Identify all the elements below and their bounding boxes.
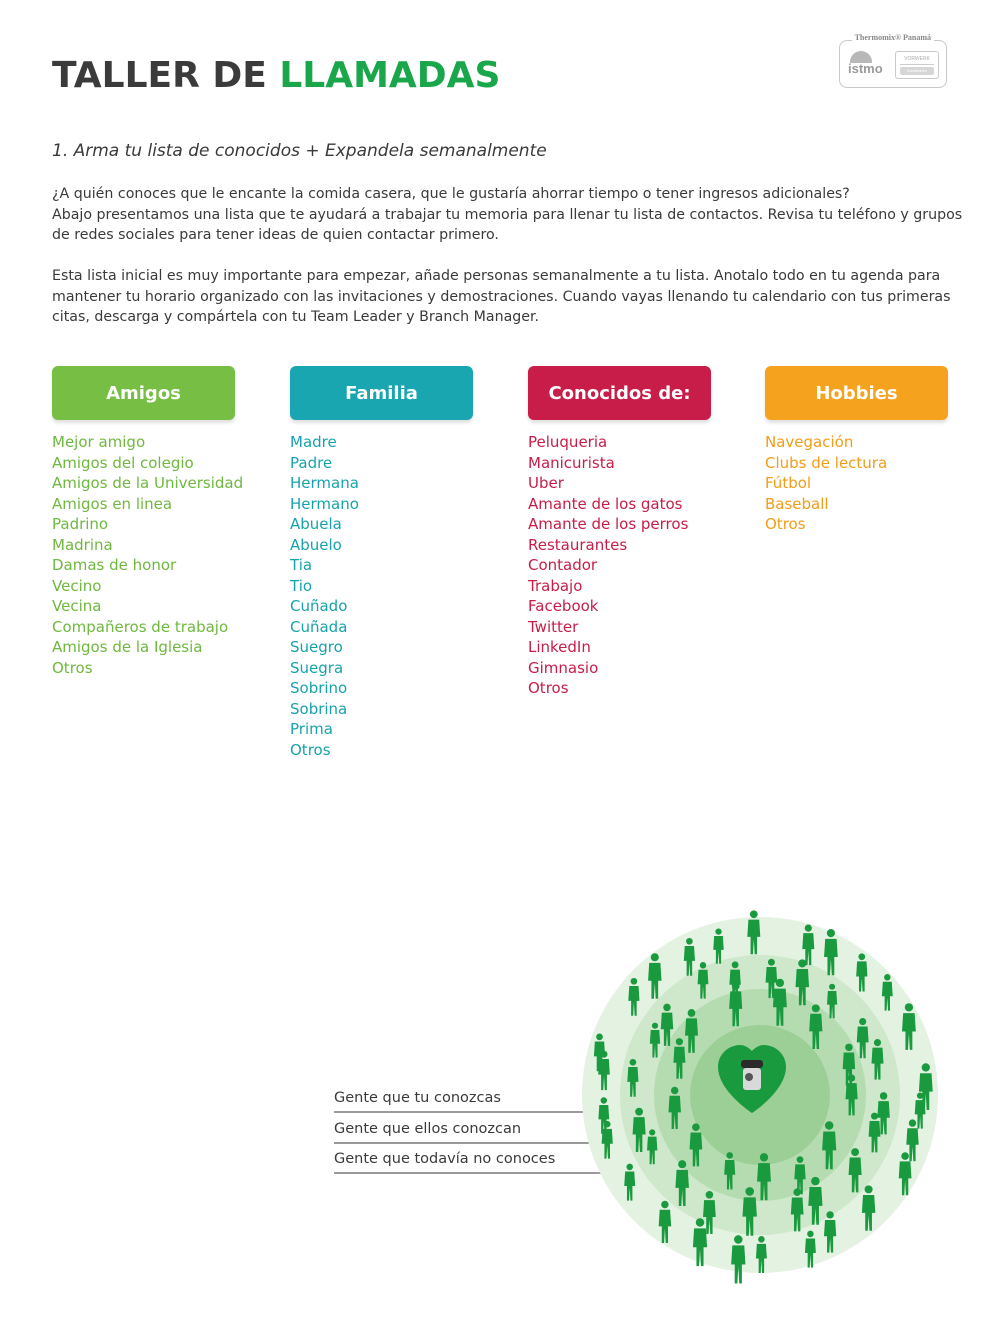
legend-label-their-known: Gente que ellos conozcan [334,1121,522,1137]
list-item: Otros [528,679,569,697]
amigos-list [52,432,244,678]
list-item: Compañeros de trabajo [52,617,229,636]
logo-badge-bottom: Distribuidor [900,67,934,75]
list-item: Otros [52,658,93,677]
list-item: Manicurista [528,453,615,472]
legend-line [334,1172,617,1174]
list-item: Suegro [290,638,343,656]
column-header-familia: Familia [290,366,473,420]
list-item: Cuñado [290,597,348,615]
list-item: Amigos del colegio [52,453,194,472]
list-item: Restaurantes [528,535,628,554]
network-circle-graphic [580,905,960,1285]
list-item: Contador [528,556,598,574]
column-familia [290,366,473,760]
list-item: Madre [290,433,337,451]
column-header-amigos: Amigos [52,366,235,420]
brand-logo [839,33,947,88]
logo-badge-top: VORWERK [900,55,934,65]
familia-list [290,432,473,760]
list-item: Twitter [528,617,579,636]
column-conocidos [528,366,711,699]
paragraph-line: Esta lista inicial es muy importante para empezar, añade personas semanalmente a tu lista. Anotalo todo en tu agenda para [52,268,941,284]
list-item: Vecina [52,597,102,615]
list-item: Sobrina [290,699,348,718]
paragraph-line: mantener tu horario organizado con las invitaciones y demostraciones. Cuando vayas llenando tu calendario con tus primeras [52,288,951,305]
list-item: Facebook [528,597,599,615]
list-item: Mejor amigo [52,433,146,451]
section-subtitle: 1. Arma tu lista de conocidos + Expandela semanalmente [52,141,547,161]
paragraph-line: ¿A quién conoces que le encante la comida casera, que le gustaría ahorrar tiempo o tener ingresos adicionales? [52,186,850,202]
list-item: Sobrino [290,679,348,697]
list-item: Clubs de lectura [765,453,888,472]
list-item: Amante de los perros [528,515,689,533]
list-item: Madrina [52,535,113,554]
list-item: Otros [765,515,806,533]
list-item: Padrino [52,515,109,533]
list-item: Abuelo [290,535,342,554]
paragraph-line: citas, descarga y compártela con tu Team Leader y Branch Manager. [52,309,540,325]
logo-brand-text: istmo [848,61,883,76]
list-item: Amigos en linea [52,494,173,513]
list-item: Gimnasio [528,658,599,677]
list-item: Tio [290,576,313,595]
title-accent: LLAMADAS [279,55,501,96]
list-item: Tia [290,556,313,574]
list-item: Hermano [290,494,359,513]
list-item: Vecino [52,576,102,595]
intro-paragraph-1 [52,184,963,246]
list-item: Suegra [290,658,344,677]
list-item: Prima [290,720,333,738]
list-item: Otros [290,740,331,759]
column-header-conocidos: Conocidos de: [528,366,711,420]
page-title [52,54,500,98]
hobbies-list [765,432,948,535]
column-hobbies [765,366,948,535]
list-item: Fútbol [765,474,812,492]
intro-paragraph-2 [52,266,951,328]
column-header-hobbies: Hobbies [765,366,948,420]
logo-badge [895,51,939,79]
column-amigos [52,366,244,678]
list-item: Hermana [290,474,359,492]
paragraph-line: de redes sociales para tener ideas de quien contactar primero. [52,227,499,243]
list-item: Amigos de la Iglesia [52,638,203,656]
list-item: Trabajo [528,576,583,595]
list-item: Baseball [765,494,829,513]
conocidos-list [528,432,711,699]
list-item: Uber [528,474,564,492]
list-item: Peluqueria [528,433,608,451]
title-main: TALLER DE [52,55,280,96]
paragraph-line: Abajo presentamos una lista que te ayudará a trabajar tu memoria para llenar tu lista de contactos. Revisa tu teléfono y grupos [52,206,963,223]
list-item: LinkedIn [528,638,591,656]
list-item: Amante de los gatos [528,494,683,513]
list-item: Navegación [765,433,854,451]
list-item: Damas de honor [52,556,177,574]
logo-top-text: Thermomix® Panamá [852,33,934,42]
thermomix-icon [741,1060,763,1090]
list-item: Abuela [290,515,342,533]
list-item: Padre [290,453,333,472]
list-item: Cuñada [290,617,348,636]
legend-label-unknown: Gente que todavía no conoces [334,1151,556,1167]
legend-label-known: Gente que tu conozcas [334,1090,501,1106]
list-item: Amigos de la Universidad [52,474,244,492]
